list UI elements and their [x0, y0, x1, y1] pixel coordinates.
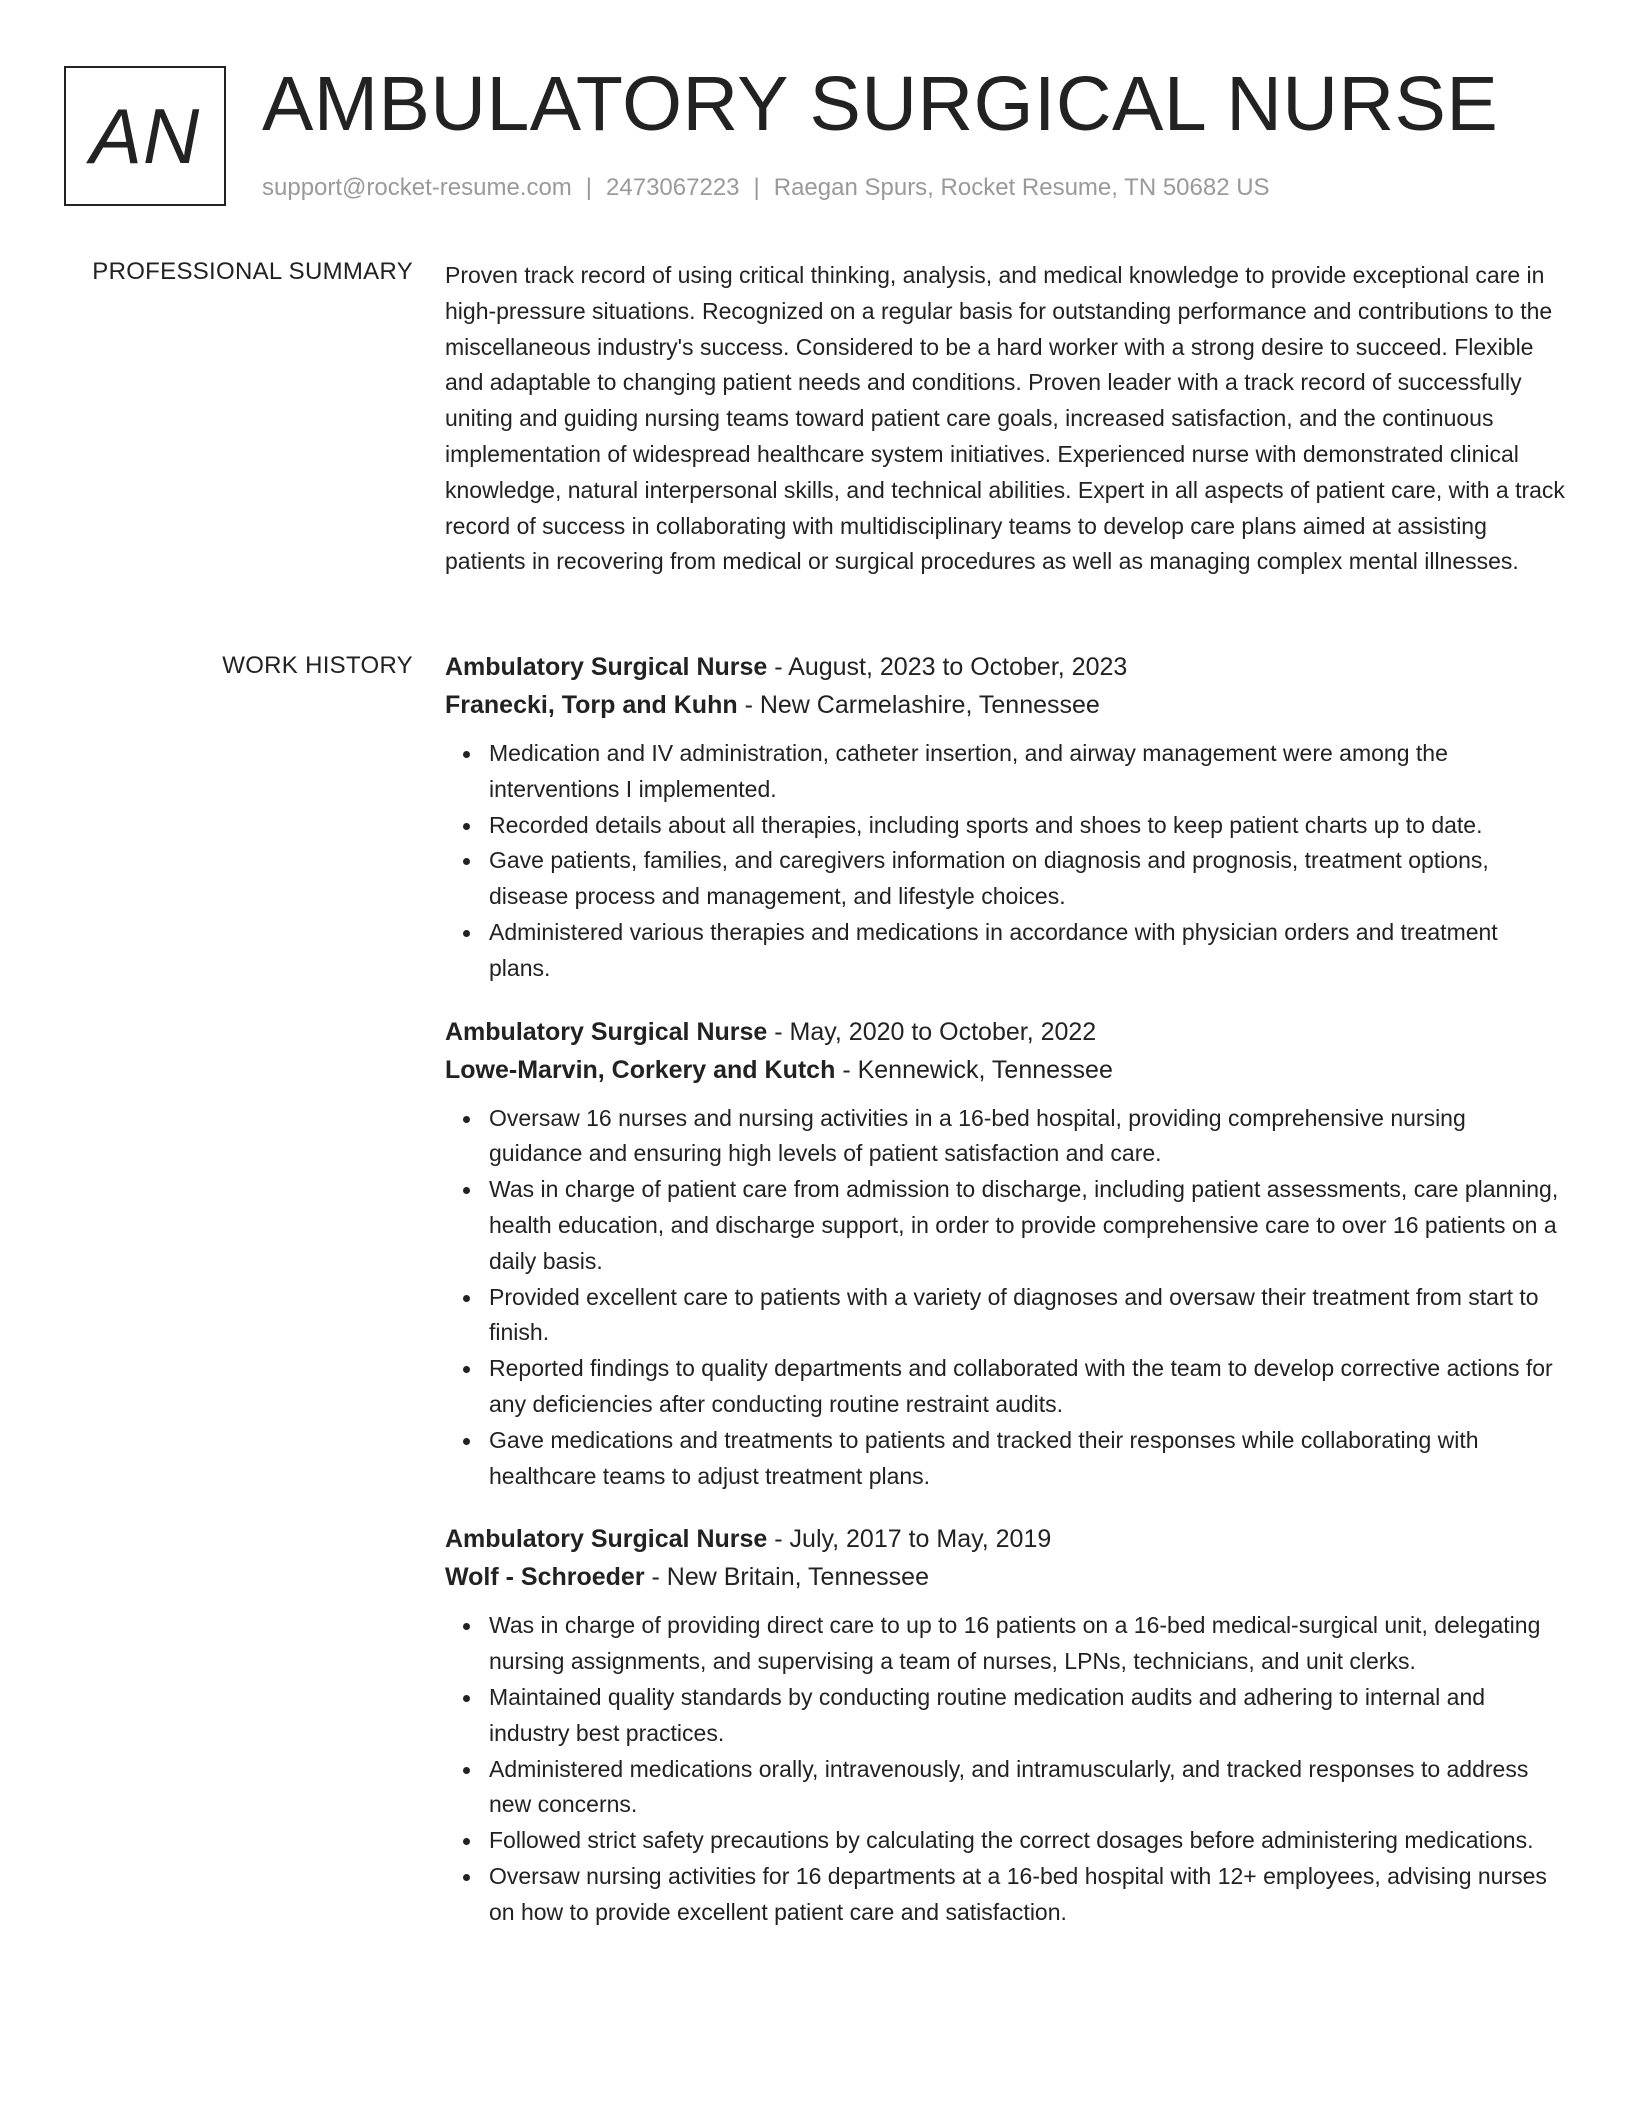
job-bullet: Administered various therapies and medications in accordance with physician orders and treatment plans.	[489, 915, 1565, 987]
job-location: - New Carmelashire, Tennessee	[744, 691, 1100, 719]
job-company: Wolf - Schroeder	[445, 1563, 645, 1592]
job-bullet: Gave medications and treatments to patients and tracked their responses while collaborating with healthcare teams to adjust treatment plans.	[489, 1423, 1565, 1495]
job-title-line	[445, 1520, 1565, 1558]
section-label-summary: PROFESSIONAL SUMMARY	[92, 258, 413, 285]
work-history-body	[445, 648, 1565, 1957]
job-bullet: Administered medications orally, intravenously, and intramuscularly, and tracked responses to address new concerns.	[489, 1752, 1565, 1824]
job-entry	[445, 1520, 1565, 1930]
job-bullet: Gave patients, families, and caregivers information on diagnosis and prognosis, treatment options, disease process and management, and lifestyle choices.	[489, 843, 1565, 915]
job-bullet: Recorded details about all therapies, including sports and shoes to keep patient charts up to date.	[489, 808, 1565, 844]
job-bullet: Oversaw 16 nurses and nursing activities in a 16-bed hospital, providing comprehensive nursing guidance and ensuring high levels of patient satisfaction and care.	[489, 1101, 1565, 1173]
section-label-work-history: WORK HISTORY	[222, 652, 413, 679]
job-bullet: Maintained quality standards by conducting routine medication audits and adhering to internal and industry best practices.	[489, 1680, 1565, 1752]
job-title-line	[445, 648, 1565, 686]
job-entry	[445, 648, 1565, 987]
contact-address: Raegan Spurs, Rocket Resume, TN 50682 US	[773, 174, 1270, 201]
job-location: - New Britain, Tennessee	[651, 1563, 929, 1592]
job-bullets	[445, 1101, 1565, 1495]
summary-text: Proven track record of using critical thinking, analysis, and medical knowledge to provide exceptional care in high-pressure situations. Recognized on a regular basis for outstanding performance and contributions to the miscellaneous industry's success. Considered to be a hard worker with a strong desire to succeed. Flexible and adaptable to changing patient needs and conditions. Proven leader with a track record of successfully uniting and guiding nursing teams toward patient care goals, increased satisfaction, and the continuous implementation of widespread healthcare system initiatives. Experienced nurse with demonstrated clinical knowledge, natural interpersonal skills, and technical abilities. Expert in all aspects of patient care, with a track record of success in collaborating with multidisciplinary teams to develop care plans aimed at assisting patients in recovering from medical or surgical procedures as well as managing complex mental illnesses.	[445, 262, 1565, 575]
job-bullet: Reported findings to quality departments and collaborated with the team to develop corrective actions for any deficiencies after conducting routine restraint audits.	[489, 1351, 1565, 1423]
job-bullet: Oversaw nursing activities for 16 departments at a 16-bed hospital with 12+ employees, advising nurses on how to provide excellent patient care and satisfaction.	[489, 1859, 1565, 1931]
job-title: Ambulatory Surgical Nurse	[445, 1525, 768, 1554]
contact-separator: |	[585, 174, 593, 201]
job-dates: - July, 2017 to May, 2019	[774, 1525, 1052, 1554]
job-entry	[445, 1013, 1565, 1495]
job-title-line	[445, 1013, 1565, 1051]
candidate-title: AMBULATORY SURGICAL NURSE	[262, 61, 1499, 147]
job-bullets	[445, 736, 1565, 987]
job-location: - Kennewick, Tennessee	[842, 1055, 1113, 1084]
job-title: Ambulatory Surgical Nurse	[445, 1017, 768, 1046]
job-bullet: Followed strict safety precautions by calculating the correct dosages before administering medications.	[489, 1823, 1565, 1859]
job-bullet: Provided excellent care to patients with a variety of diagnoses and oversaw their treatment from start to finish.	[489, 1280, 1565, 1352]
contact-separator: |	[753, 174, 760, 201]
job-company-line	[445, 1051, 1565, 1089]
contact-email: support@rocket-resume.com	[262, 174, 572, 201]
job-company-line	[445, 686, 1565, 724]
job-company: Franecki, Torp and Kuhn	[445, 691, 738, 719]
summary-body	[445, 258, 1565, 580]
job-dates: - May, 2020 to October, 2022	[774, 1017, 1097, 1046]
contact-phone: 2473067223	[606, 174, 740, 201]
job-bullet: Was in charge of providing direct care to up to 16 patients on a 16-bed medical-surgical unit, delegating nursing assignments, and supervising a team of nurses, LPNs, technicians, and unit clerks.	[489, 1608, 1565, 1680]
job-company-line	[445, 1558, 1565, 1596]
resume-header	[64, 61, 1564, 216]
job-dates: - August, 2023 to October, 2023	[774, 653, 1128, 681]
job-bullet: Medication and IV administration, catheter insertion, and airway management were among the interventions I implemented.	[489, 736, 1565, 808]
monogram-badge: AN	[64, 66, 226, 206]
contact-line	[262, 174, 1270, 202]
job-company: Lowe-Marvin, Corkery and Kutch	[445, 1055, 836, 1084]
job-title: Ambulatory Surgical Nurse	[445, 653, 768, 681]
job-bullet: Was in charge of patient care from admission to discharge, including patient assessments, care planning, health education, and discharge support, in order to provide comprehensive care to over 16 patients on a daily basis.	[489, 1172, 1565, 1279]
job-bullets	[445, 1608, 1565, 1930]
